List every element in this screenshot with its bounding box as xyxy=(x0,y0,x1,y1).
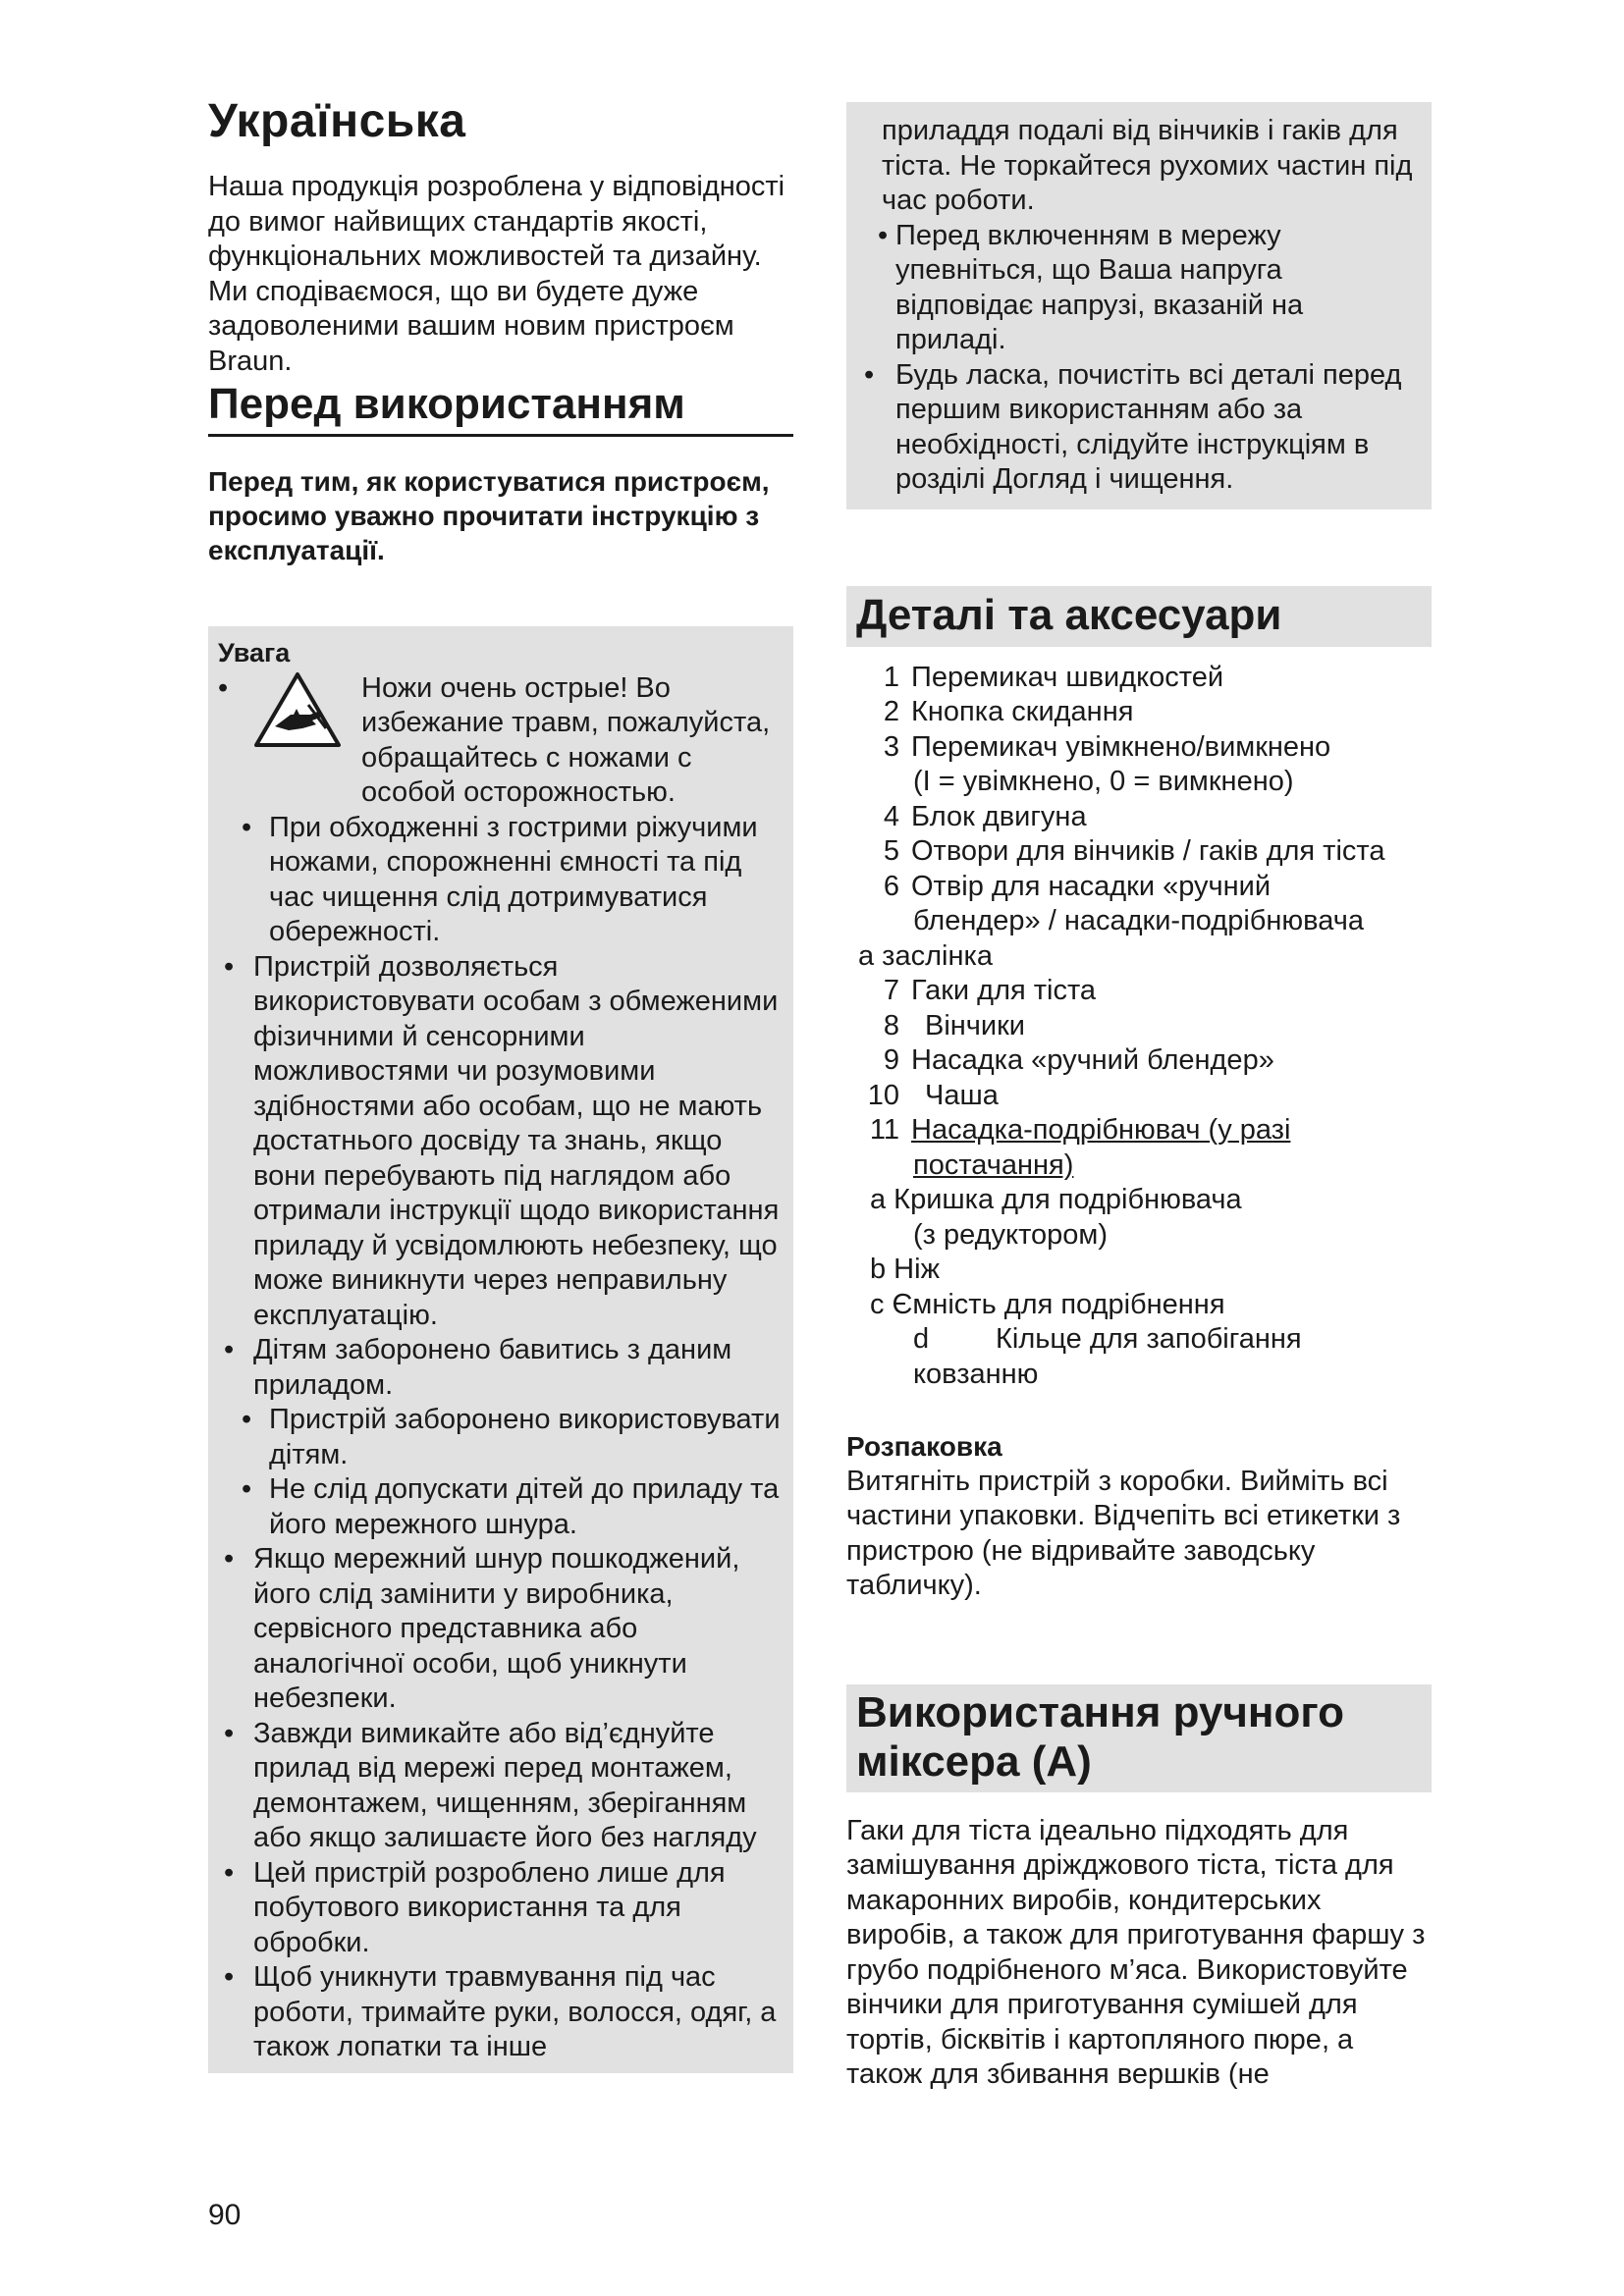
parts-item: 2 Кнопка скидання xyxy=(883,696,1134,727)
parts-item: 3 Перемикач увімкнено/вимкнено xyxy=(883,730,1331,763)
warning-continued-list xyxy=(860,219,1420,498)
parts-item: a заслінка xyxy=(858,939,993,972)
parts-item-sub: блендер» / насадки-подрібнювача xyxy=(913,905,1364,936)
unpacking-text: Витягніть пристрій з коробки. Вийміть всі частини упаковки. Відчепіть всі етикетки з пристрою (не відривайте заводську табличку). xyxy=(846,1465,1401,1601)
warning-continued-text: приладдя подалі від вінчиків і гаків для тіста. Не торкайтеся рухомих частин під час роботи. xyxy=(882,115,1413,216)
list-item: • При обходженні з гострими ріжучими ножами, спорожненні ємності та під час чищення слід дотримуватися обережності. xyxy=(218,811,784,950)
unpacking-section xyxy=(846,1429,1432,1604)
page-number: 90 xyxy=(208,2199,242,2231)
intro-text: Наша продукція розроблена у відповідності до вимог найвищих стандартів якості, функціональних можливостей та дизайну. Ми сподіваємося, що ви будете дуже задоволеними вашим новим пристроєм Braun. xyxy=(208,171,785,377)
list-item: • Завжди вимикайте або від’єднуйте прилад від мережі перед монтажем, демонтажем, чищенням, зберіганням або якщо залишаєте його без нагляду xyxy=(218,1717,784,1856)
parts-item: 5 Отвори для вінчиків / гаків для тіста xyxy=(883,835,1385,867)
parts-item-sub: ковзанню xyxy=(913,1358,1039,1390)
parts-list xyxy=(846,661,1432,1393)
parts-item-sub: постачання) xyxy=(913,1148,1074,1181)
parts-item: b Ніж xyxy=(870,1254,940,1285)
parts-item: 7 Гаки для тіста xyxy=(883,975,1097,1006)
warning-title: Увага xyxy=(218,638,291,667)
parts-item: 9 Насадка «ручний блендер» xyxy=(883,1044,1274,1076)
parts-item: c Ємність для подрібнення xyxy=(870,1288,1225,1320)
parts-item: 10 Чаша xyxy=(867,1079,999,1111)
before-use-lead: Перед тим, як користуватися пристроєм, просимо уважно прочитати інструкцію з експлуатації. xyxy=(208,466,770,565)
left-column xyxy=(208,94,793,2073)
parts-item: 1 Перемикач швидкостей xyxy=(883,661,1224,693)
parts-item-sub: (I = увімкнено, 0 = вимкнено) xyxy=(913,766,1294,797)
right-column xyxy=(846,102,1432,2093)
parts-item: 4 Блок двигуна xyxy=(883,800,1087,832)
parts-heading: Деталі та аксесуари xyxy=(856,590,1282,639)
hand-blade-warning-icon xyxy=(253,671,342,748)
warning-box xyxy=(208,626,793,2073)
warning-continued-box xyxy=(846,102,1432,509)
parts-item: 11 Насадка-подрібнювач (у разі xyxy=(869,1114,1291,1146)
unpacking-title: Розпаковка xyxy=(846,1431,1002,1462)
mixer-heading-box xyxy=(846,1684,1432,1792)
mixer-text: Гаки для тіста ідеально підходять для замішування дріжджового тіста, тіста для макаронних виробів, кондитерських виробів, а також для приготування фаршу з грубо подрібненого м’яса. Використовуйте вінчики для приготування сумішей для тортів, бісквітів і картопляного пюре, а також для збивання вершків (не xyxy=(846,1814,1426,2090)
warning-list xyxy=(218,811,784,2065)
list-item: • Щоб уникнути травмування під час роботи, тримайте руки, волосся, одяг, а також лопатки та інше xyxy=(218,1960,784,2065)
parts-item: 8 Вінчики xyxy=(883,1009,1025,1041)
list-item: • Дітям заборонено бавитись з даним приладом. xyxy=(218,1333,784,1403)
list-item: • Будь ласка, почистіть всі деталі перед першим використанням або за необхідності, слідуйте інструкціям в розділі Догляд і чищення. xyxy=(860,358,1420,498)
parts-heading-box xyxy=(846,586,1432,647)
parts-item: a Кришка для подрібнювача xyxy=(870,1184,1242,1215)
list-item: • Якщо мережний шнур пошкоджений, його слід замінити у виробника, сервісного представника або аналогічної особи, щоб уникнути небезпеки. xyxy=(218,1542,784,1717)
list-item: • Не слід допускати дітей до приладу та його мережного шнура. xyxy=(218,1472,784,1542)
list-item: • Перед включенням в мережу упевніться, що Ваша напруга відповідає напрузі, вказаній на приладі. xyxy=(860,219,1420,358)
list-item: • Пристрій дозволяється використовувати особам з обмеженими фізичними й сенсорними можливостями чи розумовими здібностями або особам, що не мають достатнього досвіду та знань, якщо вони перебувають під наглядом або отримали інструкції щодо використання приладу й усвідомлюють небезпеку, що може виникнути через неправильну експлуатацію. xyxy=(218,950,784,1334)
parts-item: 6 Отвір для насадки «ручний xyxy=(883,870,1272,902)
parts-item: d Кільце для запобігання xyxy=(913,1323,1302,1355)
language-title: Українська xyxy=(208,95,466,147)
list-item: • Цей пристрій розроблено лише для побутового використання та для обробки. xyxy=(218,1856,784,1961)
warning-first-text: Ножи очень острые! Во избежание травм, пожалуйста, обращайтесь с ножами с особой осторожностью. xyxy=(361,671,771,808)
warning-first-item: • Ножи очень острые! Во избежание травм, пожалуйста, обращайтесь с ножами с особой осторожностью. xyxy=(218,671,784,811)
list-item: • Пристрій заборонено використовувати дітям. xyxy=(218,1403,784,1472)
parts-item-sub: (з редуктором) xyxy=(913,1218,1109,1251)
mixer-heading: Використання ручного міксера (А) xyxy=(856,1687,1344,1786)
before-use-heading: Перед використанням xyxy=(208,379,793,437)
